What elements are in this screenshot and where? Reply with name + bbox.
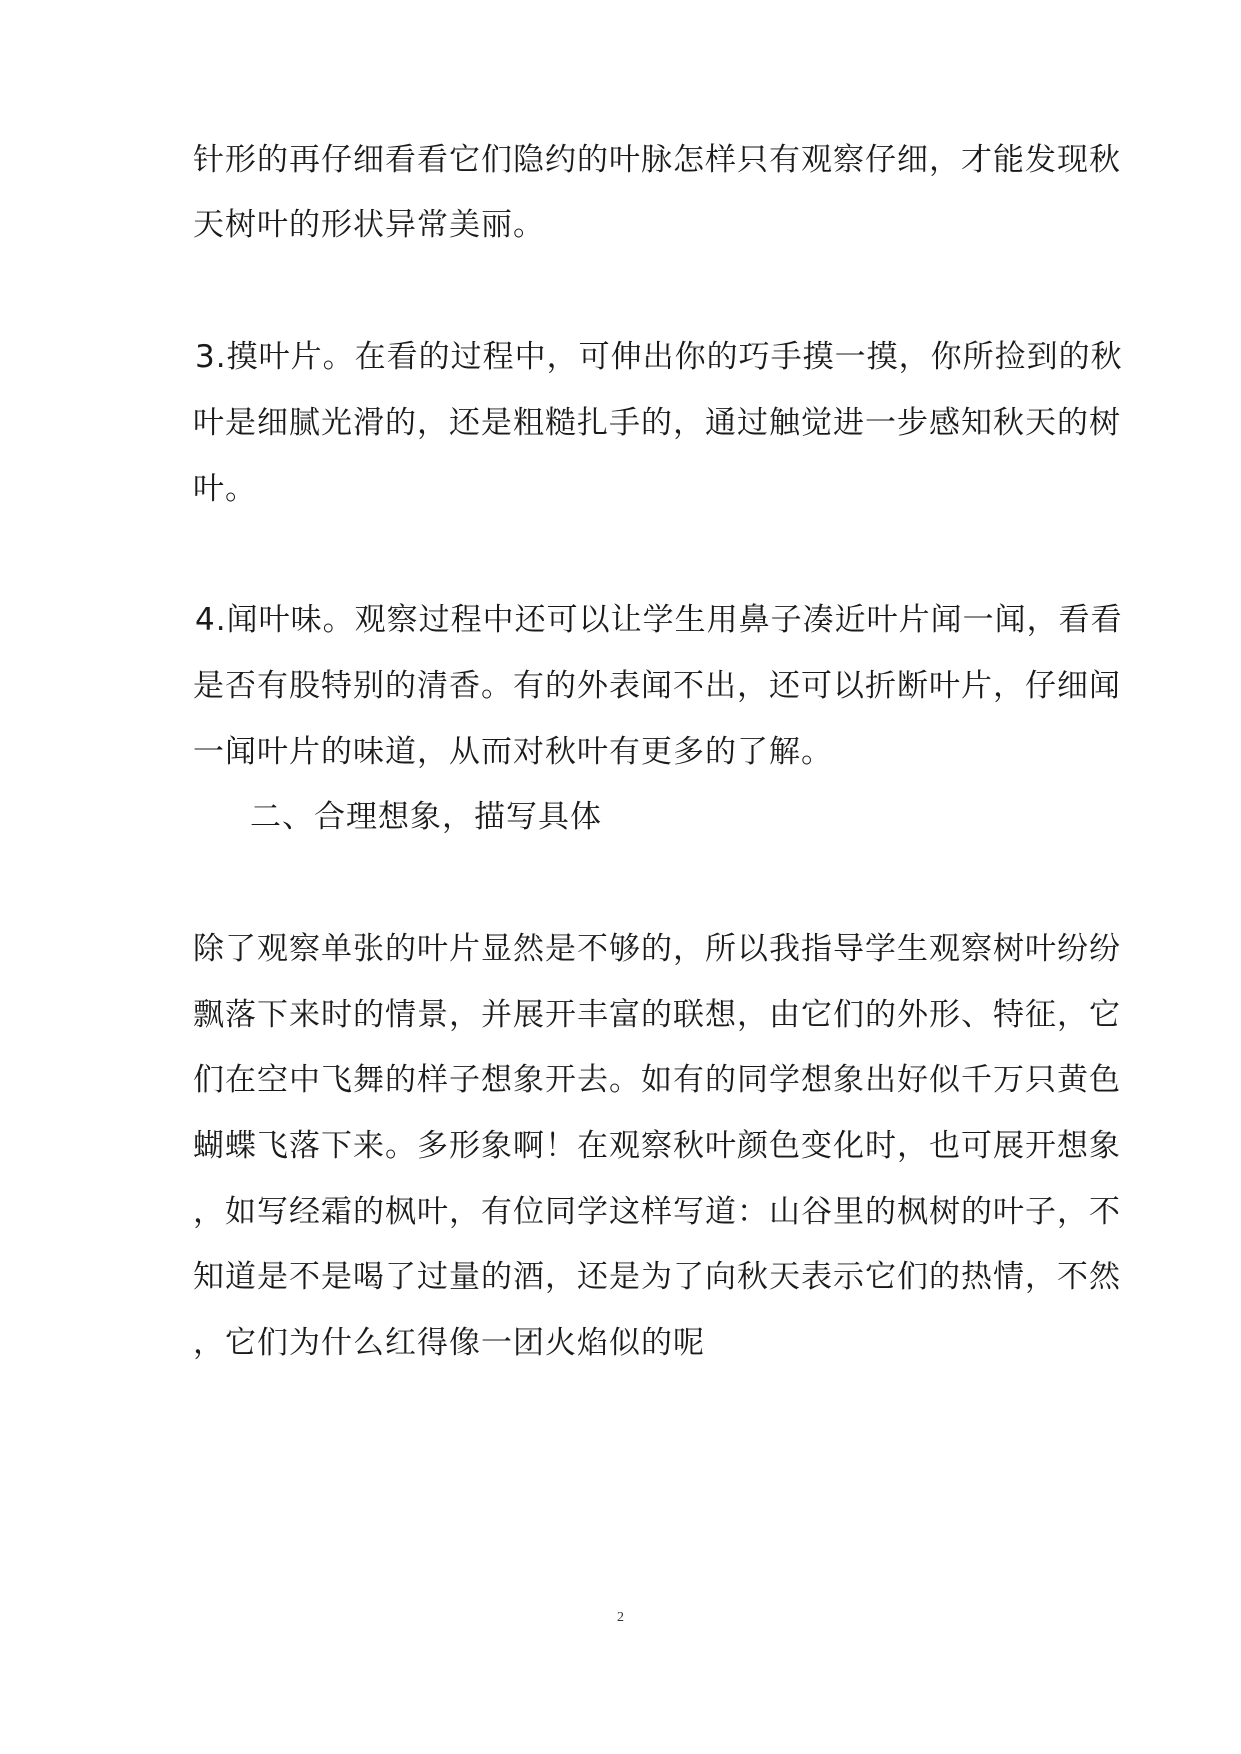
paragraph-5-line-4: 蝴蝶飞落下来。多形象啊！在观察秋叶颜色变化时，也可展开想象 [193,1128,1121,1164]
paragraph-5-line-3: 们在空中飞舞的样子想象开去。如有的同学想象出好似千万只黄色 [193,1062,1121,1098]
paragraph-5-line-2: 飘落下来时的情景，并展开丰富的联想，由它们的外形、特征，它 [193,997,1121,1033]
paragraph-1-line-1: 针形的再仔细看看它们隐约的叶脉怎样只有观察仔细，才能发现秋 [193,142,1121,178]
paragraph-2-line-3: 叶。 [193,471,257,507]
paragraph-5-line-5: ，如写经霜的枫叶，有位同学这样写道：山谷里的枫树的叶子，不 [193,1194,1121,1230]
page-number: 2 [617,1610,624,1625]
paragraph-3-line-3: 一闻叶片的味道，从而对秋叶有更多的了解。 [193,734,833,770]
paragraph-5-line-1: 除了观察单张的叶片显然是不够的，所以我指导学生观察树叶纷纷 [193,931,1121,967]
paragraph-3-line-2: 是否有股特别的清香。有的外表闻不出，还可以折断叶片，仔细闻 [193,668,1121,704]
paragraph-2-line-2: 叶是细腻光滑的，还是粗糙扎手的，通过触觉进一步感知秋天的树 [193,405,1121,441]
paragraph-1-line-2: 天树叶的形状异常美丽。 [193,207,545,243]
paragraph-5-line-7: ，它们为什么红得像一团火焰似的呢 [193,1325,705,1361]
paragraph-5-line-6: 知道是不是喝了过量的酒，还是为了向秋天表示它们的热情，不然 [193,1259,1121,1295]
paragraph-2-line-1: 3.摸叶片。在看的过程中，可伸出你的巧手摸一摸，你所捡到的秋 [195,339,1123,375]
paragraph-3-line-1: 4.闻叶味。观察过程中还可以让学生用鼻子凑近叶片闻一闻，看看 [195,602,1123,638]
section-heading: 二、合理想象，描写具体 [250,799,602,835]
